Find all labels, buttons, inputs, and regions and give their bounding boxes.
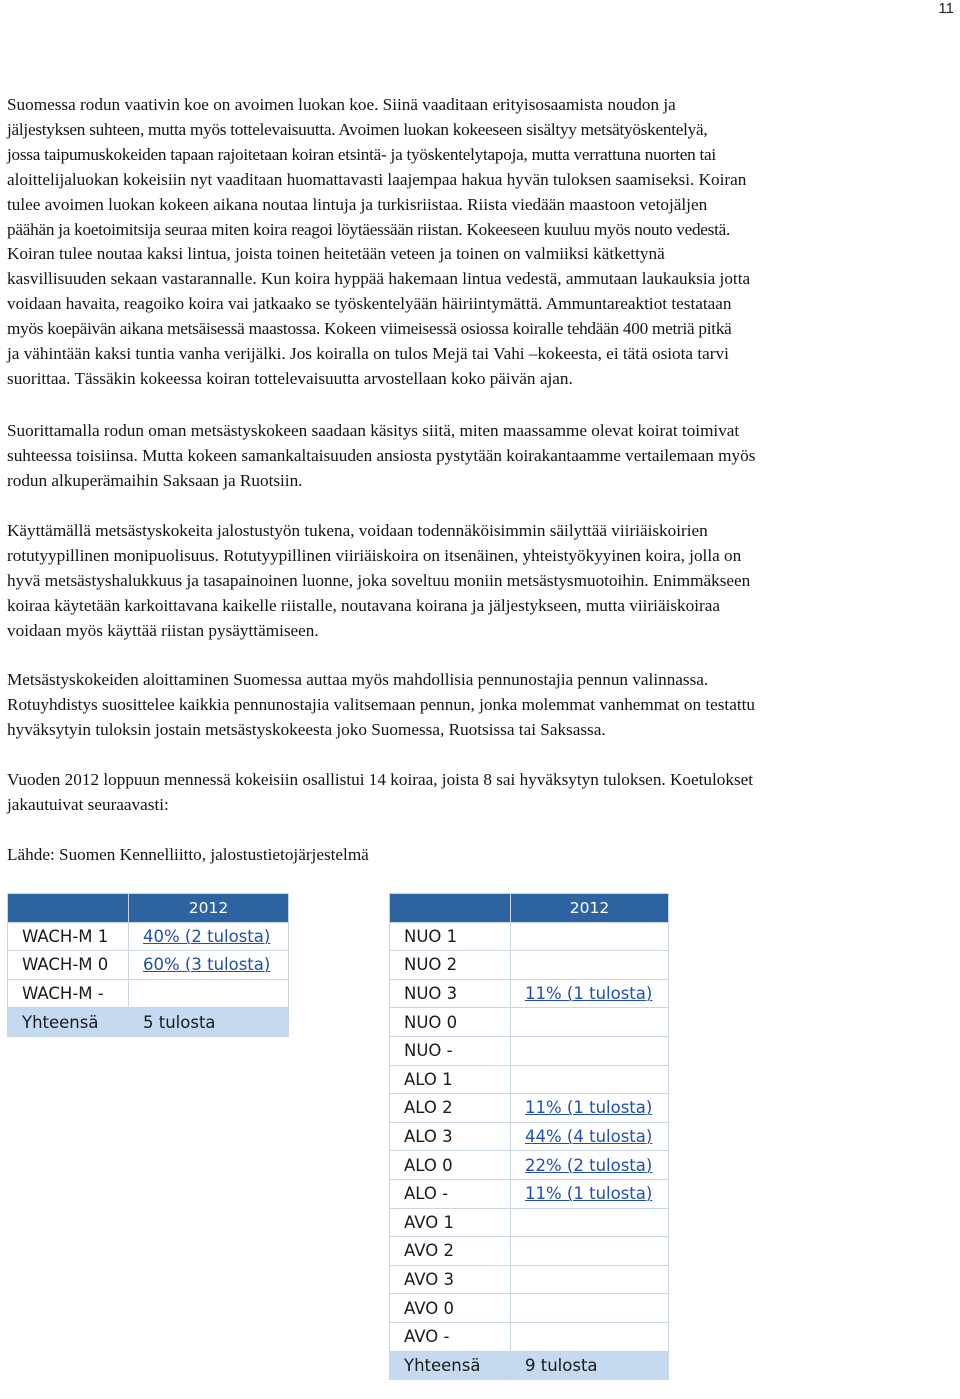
text-line: voidaan havaita, reagoiko koira vai jatkaako se työskentelyään häiriintymättä. Ammuntareaktiot testataan	[7, 294, 732, 314]
text-line: Lähde: Suomen Kennelliitto, jalostustietojärjestelmä	[7, 845, 369, 864]
row-value-cell	[511, 1065, 669, 1094]
row-value: 11% (1 tulosta)	[525, 1184, 653, 1204]
text-line: Käyttämällä metsästyskokeita jalostustyön tukena, voidaan todennäköisimmin säilyttää viiriäiskoirien	[7, 521, 708, 540]
table-row	[390, 1237, 669, 1266]
text-line: jäljestyksen suhteen, mutta myös tottelevaisuutta. Avoimen luokan kokeeseen sisältyy metsätyöskentelyä,	[7, 119, 708, 139]
results-table-wach	[7, 893, 289, 1037]
table-row	[390, 1294, 669, 1323]
text-line: Rotuyhdistys suosittelee kaikkia pennunostajia valitsemaan pennun, jonka molemmat vanhemmat on testattu	[7, 694, 755, 714]
text-line: koiraa käytetään karkoittavana kaikelle riistalle, noutavana koirana ja jäljestykseen, mutta viiriäiskoiraa	[7, 595, 720, 615]
paragraph-metsastyskoe	[7, 419, 955, 494]
total-row	[390, 1351, 669, 1380]
text-line: ja vähintään kaksi tuntia vanha verijälki. Jos koiralla on tulos Mejä tai Vahi –kokeesta, ei tätä osiota tarvi	[7, 344, 729, 364]
text-line: jossa taipumuskokeiden tapaan rajoitetaan koiran etsintä- ja työskentelytapoja, mutta verrattuna nuorten tai	[7, 144, 716, 164]
row-value-cell	[511, 922, 669, 951]
text-line: Suorittamalla rodun oman metsästyskokeen saadaan käsitys siitä, miten maassamme olevat koirat toimivat	[7, 421, 740, 440]
table-row	[390, 979, 669, 1008]
header-corner-cell	[8, 894, 129, 923]
text-line: jakautuivat seuraavasti:	[7, 794, 169, 814]
row-label: NUO 0	[390, 1008, 511, 1037]
row-label: ALO 2	[390, 1094, 511, 1123]
paragraph-pennunostajat	[7, 668, 955, 743]
text-line: hyväksytyin tuloksin jostain metsästyskokeesta joko Suomessa, Ruotsissa tai Saksassa.	[7, 719, 606, 739]
row-label: NUO -	[390, 1036, 511, 1065]
row-value: 60% (3 tulosta)	[143, 955, 271, 975]
text-line: rotutyypillinen monipuolisuus. Rotutyypillinen viiriäiskoira on itsenäinen, yhteistyökyyinen koira, jolla on	[7, 545, 742, 565]
table-row	[390, 1065, 669, 1094]
row-value-cell	[511, 1151, 669, 1180]
table-row	[390, 1208, 669, 1237]
text-line: hyvä metsästyshalukkuus ja tasapainoinen luonne, joka soveltuu moniin metsästysmuotoihin. Enimmäkseen	[7, 570, 751, 590]
year-header: 2012	[511, 894, 669, 923]
text-line: voidaan myös käyttää riistan pysäyttämiseen.	[7, 620, 319, 640]
row-label: ALO 3	[390, 1122, 511, 1151]
text-line: Koiran tulee noutaa kaksi lintua, joista toinen heitetään veteen ja toinen on valmiiksi kätkettynä	[7, 244, 665, 264]
paragraph-tulokset	[7, 768, 955, 818]
text-line: rodun alkuperämaihin Saksaan ja Ruotsiin.	[7, 470, 303, 490]
row-value: 22% (2 tulosta)	[525, 1155, 653, 1175]
total-row	[8, 1008, 289, 1037]
table-row	[390, 1179, 669, 1208]
table-row	[390, 1151, 669, 1180]
row-label: ALO 1	[390, 1065, 511, 1094]
row-value-cell	[129, 922, 289, 951]
table-row	[390, 1265, 669, 1294]
table-row	[8, 951, 289, 980]
row-value-cell	[129, 1008, 289, 1037]
row-label: ALO -	[390, 1179, 511, 1208]
row-value-cell	[511, 951, 669, 980]
table-row	[390, 1322, 669, 1351]
row-value-cell	[511, 1122, 669, 1151]
text-line: aloittelijaluokan kokeisiin nyt vaaditaan huomattavasti laajempaa hakua hyvän tuloksen saamiseksi. Koiran	[7, 169, 747, 189]
row-label: AVO 0	[390, 1294, 511, 1323]
row-label: NUO 2	[390, 951, 511, 980]
row-label: ALO 0	[390, 1151, 511, 1180]
table-row	[390, 922, 669, 951]
text-line: tulee avoimen luokan kokeen aikana noutaa lintuja ja turkisriistaa. Riista viedään maastoon vetojäljen	[7, 194, 708, 214]
row-value: 11% (1 tulosta)	[525, 1098, 653, 1118]
row-value-cell	[511, 1294, 669, 1323]
row-label: WACH-M 1	[8, 922, 129, 951]
row-label: NUO 3	[390, 979, 511, 1008]
paragraph-lahde	[7, 843, 955, 868]
row-label: Yhteensä	[8, 1008, 129, 1037]
paragraph-avoin-luokka	[7, 93, 955, 392]
row-label: AVO -	[390, 1322, 511, 1351]
table-row	[390, 1008, 669, 1037]
row-label: AVO 3	[390, 1265, 511, 1294]
table-row	[390, 1094, 669, 1123]
row-value: 44% (4 tulosta)	[525, 1127, 653, 1147]
table-row	[8, 922, 289, 951]
year-header: 2012	[129, 894, 289, 923]
row-label: AVO 1	[390, 1208, 511, 1237]
text-line: suhteessa toisiinsa. Mutta kokeen samankaltaisuuden ansiosta pystytään koirakantaamme vertailemaan myös	[7, 445, 756, 465]
row-value-cell	[511, 1237, 669, 1266]
text-line: Suomessa rodun vaativin koe on avoimen luokan koe. Siinä vaaditaan erityisosaamista noudon ja	[7, 95, 676, 114]
table-row	[8, 979, 289, 1008]
results-table-nuo-alo-avo	[389, 893, 669, 1380]
page-number: 11	[938, 0, 954, 17]
row-value-cell	[129, 951, 289, 980]
row-label: WACH-M 0	[8, 951, 129, 980]
row-value: 5 tulosta	[143, 1012, 216, 1032]
text-line: Metsästyskokeiden aloittaminen Suomessa auttaa myös mahdollisia pennunostajia pennun valinnassa.	[7, 670, 709, 689]
row-value-cell	[511, 1322, 669, 1351]
row-value-cell	[511, 979, 669, 1008]
row-value-cell	[511, 1208, 669, 1237]
text-line: myös koepäivän aikana metsäisessä maastossa. Kokeen viimeisessä osiossa koiralle tehdään 400 metriä pitkä	[7, 319, 732, 339]
table-header-row	[8, 894, 289, 923]
text-line: suorittaa. Tässäkin kokeessa koiran tottelevaisuutta arvostellaan koko päivän ajan.	[7, 368, 573, 388]
text-line: kasvillisuuden sekaan vastarannalle. Kun koira hyppää hakemaan lintua vedestä, ammutaan laukauksia jotta	[7, 269, 751, 289]
paragraph-jalostus	[7, 519, 955, 644]
text-line: Vuoden 2012 loppuun mennessä kokeisiin osallistui 14 koiraa, joista 8 sai hyväksytyn tuloksen. Koetulokset	[7, 770, 754, 789]
table-row	[390, 1122, 669, 1151]
row-label: Yhteensä	[390, 1351, 511, 1380]
row-value-cell	[511, 1351, 669, 1380]
table-row	[390, 951, 669, 980]
table-header-row	[390, 894, 669, 923]
row-value: 11% (1 tulosta)	[525, 984, 653, 1004]
row-value-cell	[511, 1179, 669, 1208]
row-label: WACH-M -	[8, 979, 129, 1008]
row-value-cell	[511, 1008, 669, 1037]
row-label: NUO 1	[390, 922, 511, 951]
row-value: 40% (2 tulosta)	[143, 926, 271, 946]
row-value-cell	[511, 1094, 669, 1123]
row-value: 9 tulosta	[525, 1355, 598, 1375]
row-label: AVO 2	[390, 1237, 511, 1266]
row-value-cell	[129, 979, 289, 1008]
row-value-cell	[511, 1036, 669, 1065]
header-corner-cell	[390, 894, 511, 923]
table-row	[390, 1036, 669, 1065]
row-value-cell	[511, 1265, 669, 1294]
text-line: päähän ja koetoimitsija seuraa miten koira reagoi löytäessään riistan. Kokeeseen kuuluu myös nouto vedestä.	[7, 219, 731, 239]
